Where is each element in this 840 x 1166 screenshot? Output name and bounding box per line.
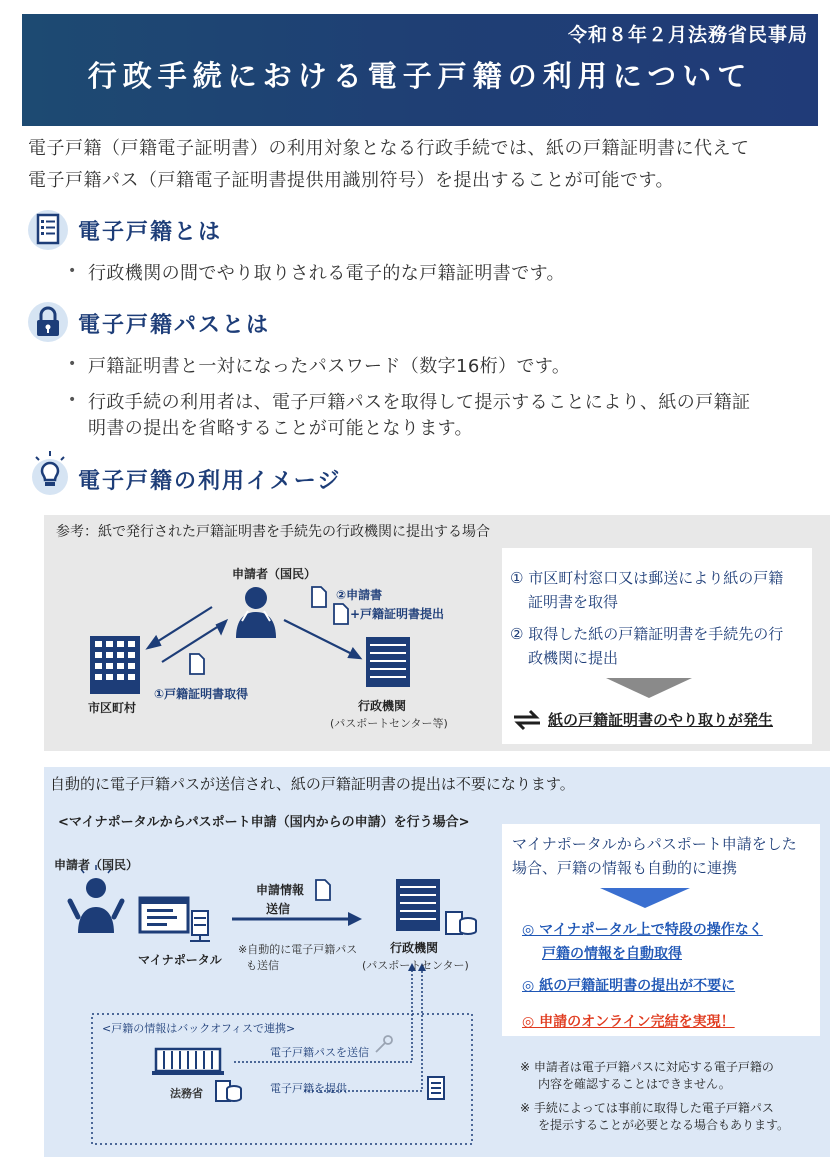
agency-label: 行政機関	[390, 941, 439, 955]
ministry-label: 法務省	[170, 1087, 203, 1100]
intro-line-2: 電子戸籍パス（戸籍電子証明書提供用識別符号）を提出することが可能です。	[28, 170, 675, 191]
applicant-person-icon	[236, 587, 276, 638]
benefits-lead-line-1: マイナポータルからパスポート申請をした	[512, 835, 797, 853]
agency-label: 行政機関	[358, 699, 407, 713]
mynaportal-monitor-icon	[140, 898, 210, 941]
agency-building-icon	[396, 879, 476, 934]
swap-arrow-icon	[510, 708, 544, 732]
send-label-b: 送信	[266, 902, 291, 916]
step2-label-a: ②申請書	[336, 588, 383, 602]
document-list-icon	[28, 210, 68, 250]
document-icon	[316, 880, 330, 900]
agency-sub-label: (パスポートセンター)	[362, 959, 469, 972]
send-label-a: 申請情報	[256, 883, 305, 897]
section-title-denshi-koseki: 電子戸籍とは	[78, 220, 223, 245]
issue-date: 令和８年２月法務省民事局	[567, 24, 808, 46]
city-hall-building-icon	[90, 636, 140, 694]
padlock-icon	[28, 302, 68, 342]
lightbulb-icon	[28, 445, 78, 495]
paper-flow-panel	[44, 515, 830, 751]
section2-bullet-1: 戸籍証明書と一対になったパスワード（数字16桁）です。	[88, 356, 571, 377]
agency-building-icon	[366, 637, 410, 687]
document-list-icon	[428, 1077, 444, 1099]
intro-line-1: 電子戸籍（戸籍電子証明書）の利用対象となる行政手続では、紙の戸籍証明書に代えて	[28, 138, 750, 159]
down-triangle-icon	[600, 888, 690, 910]
header-banner	[22, 14, 818, 126]
key-icon	[376, 1036, 392, 1052]
note-2-line-2: を提示することが必要となる場合もあります。	[538, 1118, 790, 1132]
step1-label: ①戸籍証明書取得	[154, 687, 249, 701]
section2-bullet-2-line-1: 行政手続の利用者は、電子戸籍パスを取得して提示することにより、紙の戸籍証	[88, 392, 751, 413]
applicant-label: 申請者（国民）	[232, 567, 317, 581]
electronic-benefits-box	[502, 824, 820, 1036]
auto-send-note-b: も送信	[246, 959, 279, 972]
paper-flow-caption: 参考：紙で発行された戸籍証明書を手続先の行政機関に提出する場合	[56, 524, 490, 540]
page-title: 行政手続における電子戸籍の利用について	[87, 59, 753, 93]
paper-result-text: 紙の戸籍証明書のやり取りが発生	[548, 711, 774, 729]
benefit-2: ◎ 紙の戸籍証明書の提出が不要に	[522, 978, 736, 994]
benefits-lead-line-2: 場合、戸籍の情報も自動的に連携	[512, 859, 738, 877]
note-1-line-1: ※ 申請者は電子戸籍パスに対応する電子戸籍の	[520, 1060, 774, 1074]
auto-send-note-a: ※自動的に電子戸籍パス	[238, 943, 358, 956]
section1-bullet-1: 行政機関の間でやり取りされる電子的な戸籍証明書です。	[88, 263, 565, 284]
backoffice-label: <戸籍の情報はバックオフィスで連携>	[102, 1022, 296, 1035]
send-arrow	[232, 912, 362, 926]
agency-sub-label: (パスポートセンター等)	[330, 717, 448, 730]
paper-flow-steps-box	[502, 548, 812, 744]
electronic-flow-caption: 自動的に電子戸籍パスが送信され、紙の戸籍証明書の提出は不要になります。	[50, 775, 575, 793]
portal-label: マイナポータル	[138, 953, 222, 967]
section2-bullet-2-line-2: 明書の提出を省略することが可能となります。	[88, 418, 473, 439]
section-title-usage-image: 電子戸籍の利用イメージ	[78, 469, 342, 494]
benefit-1-line-2: 戸籍の情報を自動取得	[542, 946, 682, 962]
electronic-flow-panel	[44, 767, 830, 1157]
paper-step-2-line-1: ② 取得した紙の戸籍証明書を手続先の行	[510, 625, 784, 643]
paper-step-1-line-1: ① 市区町村窓口又は郵送により紙の戸籍	[510, 569, 784, 587]
bullet-dot: •	[68, 356, 77, 372]
happy-applicant-icon	[70, 865, 122, 933]
provide-label: 電子戸籍を提供	[270, 1082, 347, 1095]
paper-step-2-line-2: 政機関に提出	[528, 649, 619, 667]
benefit-1-line-1: ◎ マイナポータル上で特段の操作なく	[522, 922, 763, 938]
pass-send-label: 電子戸籍パスを送信	[270, 1046, 369, 1059]
note-2-line-1: ※ 手続によっては事前に取得した電子戸籍パス	[520, 1101, 774, 1115]
bullet-dot: •	[68, 263, 77, 279]
paper-step-1-line-2: 証明書を取得	[528, 593, 619, 611]
section-title-denshi-koseki-pass: 電子戸籍パスとは	[78, 313, 271, 338]
mynaportal-case-subtitle: <マイナポータルからパスポート申請（国内からの申請）を行う場合>	[58, 815, 470, 830]
note-1-line-2: 内容を確認することはできません。	[538, 1077, 731, 1091]
down-triangle-icon	[606, 678, 692, 700]
city-label: 市区町村	[88, 701, 137, 715]
applicant-label: 申請者（国民）	[54, 858, 139, 872]
benefit-3: ◎ 申請のオンライン完結を実現！	[522, 1014, 735, 1030]
step2-label-b: +戸籍証明書提出	[350, 607, 445, 621]
bullet-dot: •	[68, 392, 77, 408]
